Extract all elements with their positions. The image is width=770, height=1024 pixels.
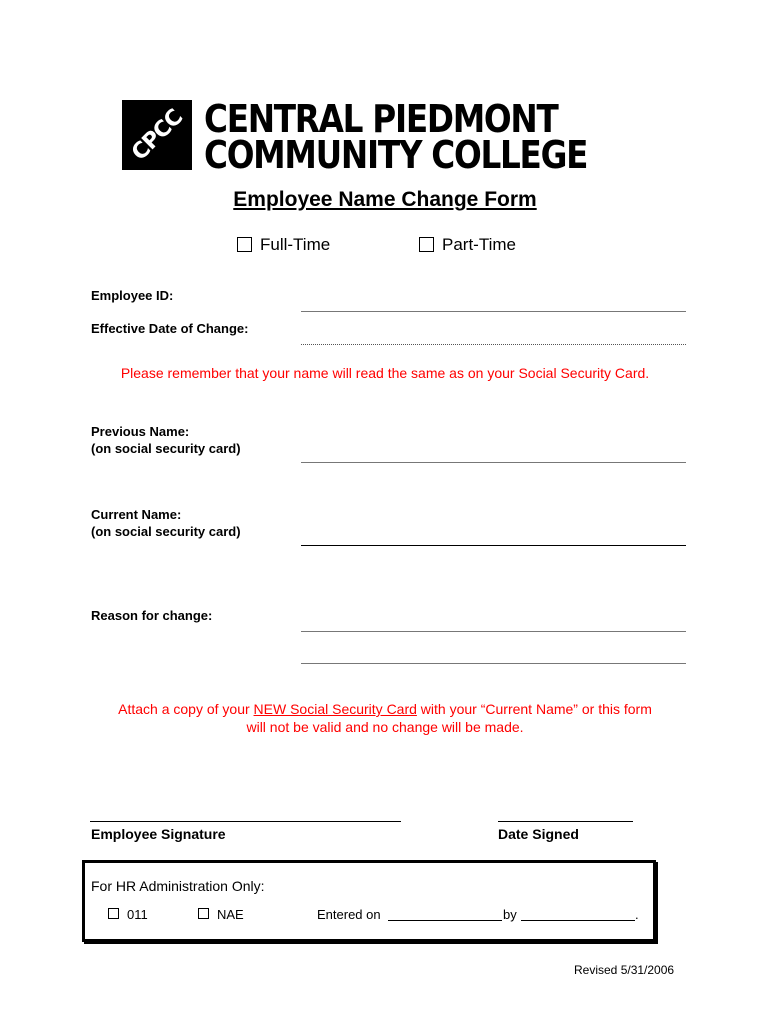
- attach-note-line-2: will not be valid and no change will be made.: [246, 719, 524, 735]
- revised-date: Revised 5/31/2006: [574, 963, 675, 977]
- effective-date-field[interactable]: [301, 344, 686, 345]
- previous-name-field[interactable]: [301, 462, 686, 463]
- current-name-label: Current Name:: [91, 507, 182, 522]
- reason-field-line-1[interactable]: [301, 631, 686, 632]
- entered-on-label: Entered on: [317, 907, 381, 922]
- hr-admin-box: [82, 860, 656, 942]
- current-name-note: (on social security card): [91, 524, 241, 539]
- part-time-checkbox[interactable]: [419, 237, 434, 252]
- college-logo-mark: [122, 100, 192, 170]
- ssn-reminder-note: Please remember that your name will read the same as on your Social Security Card.: [120, 365, 650, 381]
- reason-label: Reason for change:: [91, 608, 213, 623]
- hr-admin-title: For HR Administration Only:: [91, 878, 265, 894]
- attach-note-link: NEW Social Security Card: [253, 701, 417, 717]
- effective-date-label: Effective Date of Change:: [91, 321, 249, 336]
- previous-name-label: Previous Name:: [91, 424, 190, 439]
- hr-nae-checkbox[interactable]: [198, 908, 209, 919]
- employee-id-field[interactable]: [301, 311, 686, 312]
- hr-011-label: 011: [127, 907, 148, 922]
- date-signed-label: Date Signed: [498, 826, 579, 842]
- entered-by-period: .: [635, 907, 639, 922]
- reason-field-line-2[interactable]: [301, 663, 686, 664]
- employee-signature-label: Employee Signature: [91, 826, 226, 842]
- attach-ssn-note: [0, 700, 770, 718]
- current-name-field[interactable]: [301, 545, 686, 546]
- form-title: Employee Name Change Form: [233, 188, 537, 211]
- previous-name-note: (on social security card): [91, 441, 241, 456]
- logo-mark-text: CPCC: [126, 104, 188, 166]
- entered-on-field[interactable]: [388, 920, 502, 921]
- full-time-checkbox[interactable]: [237, 237, 252, 252]
- part-time-label: Part-Time: [442, 235, 516, 254]
- attach-note-pre: Attach a copy of your: [118, 701, 254, 717]
- employee-id-label: Employee ID:: [91, 288, 174, 303]
- hr-nae-label: NAE: [217, 907, 244, 922]
- entered-by-field[interactable]: [521, 920, 635, 921]
- logo-line-1: CENTRAL PIEDMONT: [204, 97, 558, 141]
- employee-signature-line[interactable]: [90, 821, 401, 822]
- by-label: by: [503, 907, 517, 922]
- attach-note-post: with your “Current Name” or this form: [416, 701, 652, 717]
- full-time-label: Full-Time: [260, 235, 331, 254]
- date-signed-line[interactable]: [498, 821, 633, 822]
- hr-011-checkbox[interactable]: [108, 908, 119, 919]
- logo-line-2: COMMUNITY COLLEGE: [204, 133, 588, 177]
